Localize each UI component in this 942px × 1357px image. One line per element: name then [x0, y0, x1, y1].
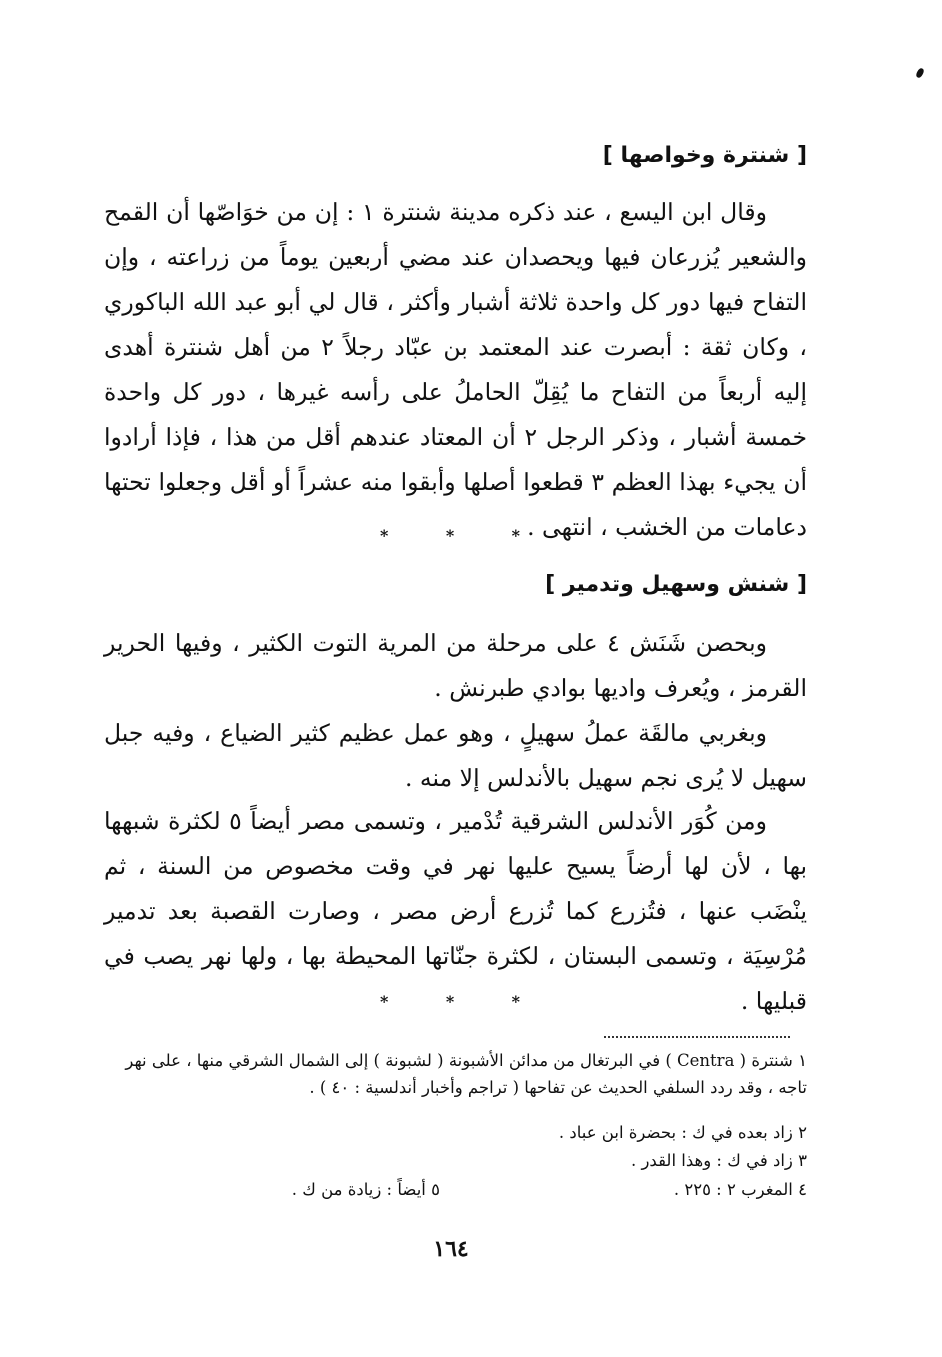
footnote-1: ١ شنترة ( Centra ) في البرتغال من مدائن الأشبونة ( لشبونة ) إلى الشمال الشرقي منها ، على نهر تاجه ، وقد ردد السلفي الحديث عن تفاحها ( تراجم وأخبار أندلسية : ٤٠ ) . [125, 1051, 807, 1097]
divider-star: * [511, 526, 520, 545]
divider-star: * [380, 526, 389, 545]
section-divider [380, 526, 520, 545]
divider-star: * [445, 992, 455, 1011]
footnote-3: ٣ زاد في ك : وهذا القدر . [630, 1151, 807, 1170]
divider-star: * [511, 992, 520, 1011]
page-number: ١٦٤ [433, 1236, 469, 1262]
section-heading-shanash: [ شنش وسهيل وتدمير ] [545, 572, 807, 597]
footnote-separator [604, 1036, 790, 1038]
ink-mark [915, 67, 925, 79]
footnote-5: ٥ أيضاً : زيادة من ك . [291, 1180, 440, 1199]
paragraph-tudmir: ومن كُوَر الأندلس الشرقية تُدْمير ، وتسمى مصر أيضاً ٥ لكثرة شبهها بها ، لأن لها أرضاً يسيح عليها نهر في وقت مخصوص من السنة ، ثم ينْضَب عنها ، فتُزرع كما تُزرع أرض مصر ، وصارت القصبة بعد تدمير مُرْسِيَة ، وتسمى البستان ، لكثرة جنّاتها المحيطة بها ، ولها نهر يصب في قبليها . [104, 807, 807, 1015]
paragraph-suhail: وبغربي مالقَة عملُ سهيلٍ ، وهو عمل عظيم كثير الضياع ، وفيه جبل سهيل لا يُرى نجم سهيل بالأندلس إلا منه . [104, 719, 807, 792]
section-heading-shantara: [ شنترة وخواصها ] [602, 143, 807, 168]
footnote-4: ٤ المغرب ٢ : ٢٢٥ . [673, 1180, 807, 1199]
footnote-2: ٢ زاد بعده في ك : بحضرة ابن عباد . [558, 1123, 807, 1142]
paragraph-shanash: وبحصن شَنَش ٤ على مرحلة من المرية التوت الكثير ، وفيها الحرير القرمز ، ويُعرف واديها بوادي طبرنش . [104, 629, 807, 702]
divider-star: * [380, 992, 389, 1011]
paragraph-shantara: وقال ابن اليسع ، عند ذكره مدينة شنترة ١ : إن من خوَاصّها أن القمح والشعير يُزرعان فيها ويحصدان عند مضي أربعين يوماً من زراعته ، وإن التفاح فيها دور كل واحدة ثلاثة أشبار وأكثر ، قال لي أبو عبد الله الباكوري ، وكان ثقة : أبصرت عند المعتمد بن عبّاد رجلاً ٢ من أهل شنترة أهدى إليه أربعاً من التفاح ما يُقِلّ الحاملُ على رأسه غيرها ، دور كل واحدة خمسة أشبار ، وذكر الرجل ٢ أن المعتاد عندهم أقل من هذا ، فإذا أرادوا أن يجيء بهذا العظم ٣ قطعوا أصلها وأبقوا منه عشراً أو أقل وجعلوا تحتها دعامات من الخشب ، انتهى . [104, 198, 807, 541]
divider-star: * [445, 526, 455, 545]
section-divider [380, 992, 520, 1011]
